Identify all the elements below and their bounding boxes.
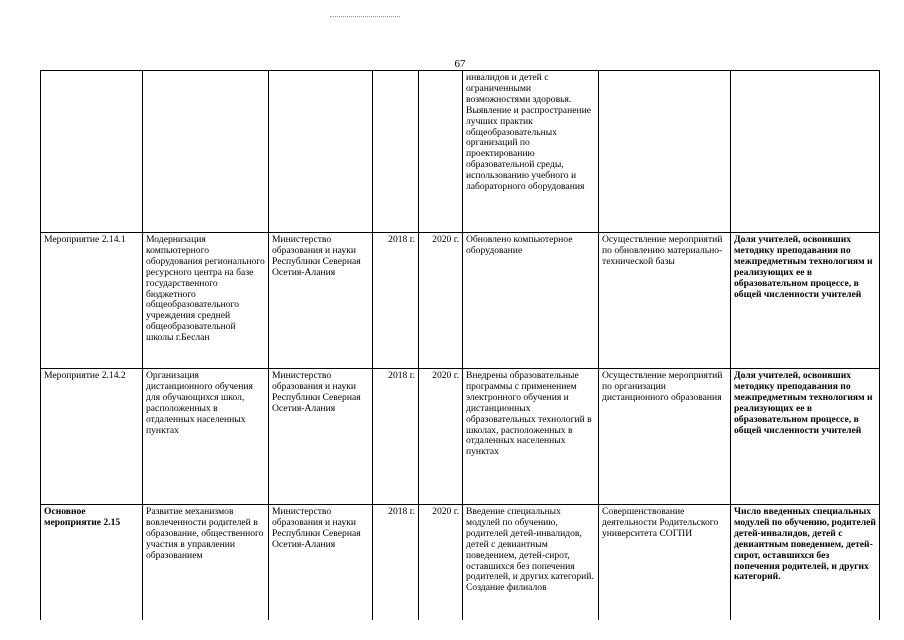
cell-activity: Основное мероприятие 2.15 bbox=[41, 505, 143, 620]
cell-indicator: Доля учителей, освоивших методику преподавания по межпредметным технологиям и реализующих ее в образовательном процессе, в общей численности учителей bbox=[731, 233, 880, 369]
cell-name bbox=[143, 71, 269, 233]
cell-result: Введение специальных модулей по обучению, родителей детей-инвалидов, детей с девиантным поведением, детей-сирот, оставшихся без попечения родителей, и других категорий. Создание филиалов bbox=[463, 505, 599, 620]
cell-end-year bbox=[419, 71, 463, 233]
cell-indicator: Доля учителей, освоивших методику преподавания по межпредметным технологиям и реализующих ее в образовательном процессе, в общей численности учителей bbox=[731, 369, 880, 505]
cell-activity: Мероприятие 2.14.2 bbox=[41, 369, 143, 505]
scan-mark bbox=[330, 16, 400, 17]
cell-directions: Осуществление мероприятий по обновлению материально-технической базы bbox=[599, 233, 731, 369]
cell-indicator: Число введенных специальных модулей по обучению, родителей детей-инвалидов, детей с девиантным поведением, детей-сирот, оставшихся без попечения родителей, и других категорий. bbox=[731, 505, 880, 620]
cell-executor: Министерство образования и науки Республики Северная Осетия-Алания bbox=[269, 233, 373, 369]
cell-result: инвалидов и детей с ограниченными возможностями здоровья. Выявление и распространение лучших практик общеобразовательных организаций по проектированию образовательной среды, использованию учебного и лабораторного оборудования bbox=[463, 71, 599, 233]
cell-directions: Осуществление мероприятий по организации дистанционного образования bbox=[599, 369, 731, 505]
table-row bbox=[41, 233, 880, 369]
cell-end-year: 2020 г. bbox=[419, 505, 463, 620]
program-table bbox=[40, 70, 880, 620]
table-row bbox=[41, 71, 880, 233]
cell-directions bbox=[599, 71, 731, 233]
cell-executor: Министерство образования и науки Республики Северная Осетия-Алания bbox=[269, 369, 373, 505]
cell-name: Модернизация компьютерного оборудования регионального ресурсного центра на базе государственного бюджетного общеобразовательного учреждения средней общеобразовательной школы г.Беслан bbox=[143, 233, 269, 369]
cell-start-year: 2018 г. bbox=[373, 505, 419, 620]
cell-activity bbox=[41, 71, 143, 233]
cell-directions: Совершенствование деятельности Родительского университета СОГПИ bbox=[599, 505, 731, 620]
cell-start-year: 2018 г. bbox=[373, 369, 419, 505]
cell-name: Развитие механизмов вовлеченности родителей в образование, общественного участия в управлении образованием bbox=[143, 505, 269, 620]
cell-executor bbox=[269, 71, 373, 233]
cell-activity: Мероприятие 2.14.1 bbox=[41, 233, 143, 369]
cell-name: Организация дистанционного обучения для обучающихся школ, расположенных в отдаленных населенных пунктах bbox=[143, 369, 269, 505]
cell-executor: Министерство образования и науки Республики Северная Осетия-Алания bbox=[269, 505, 373, 620]
page-number: 67 bbox=[454, 58, 466, 70]
cell-indicator bbox=[731, 71, 880, 233]
cell-result: Обновлено компьютерное оборудование bbox=[463, 233, 599, 369]
cell-end-year: 2020 г. bbox=[419, 233, 463, 369]
cell-result: Внедрены образовательные программы с применением электронного обучения и дистанционных образовательных технологий в школах, расположенных в отдаленных населенных пунктах bbox=[463, 369, 599, 505]
table-row bbox=[41, 505, 880, 620]
cell-end-year: 2020 г. bbox=[419, 369, 463, 505]
cell-start-year: 2018 г. bbox=[373, 233, 419, 369]
cell-start-year bbox=[373, 71, 419, 233]
table-row bbox=[41, 369, 880, 505]
